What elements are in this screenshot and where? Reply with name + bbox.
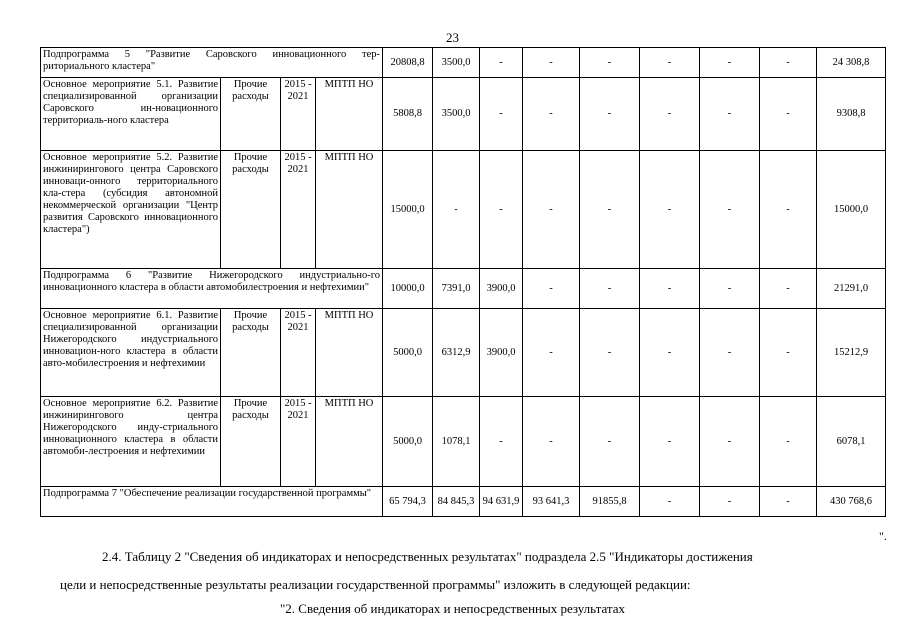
table-body [41, 48, 886, 517]
year-value-3: - [480, 78, 523, 151]
year-value-2: 6312,9 [433, 309, 480, 397]
page-number: 23 [446, 30, 459, 45]
subprogram-row [41, 487, 886, 517]
year-value-1: 15000,0 [383, 151, 433, 269]
year-value-3: 94 631,9 [480, 487, 523, 517]
row-name: Подпрограмма 6 "Развитие Нижегородского индустриально-го инновационного кластера в области автомобилестроения и нефтехимии" [41, 269, 383, 309]
year-value-7: - [700, 309, 760, 397]
expense-type: Прочие расходы [221, 151, 281, 269]
expense-type: Прочие расходы [221, 397, 281, 487]
row-name: Основное мероприятие 5.2. Развитие инжинирингового центра Саровского инноваци-онного территориального кла-стера (субсидия автономной некоммерческой организации "Центр развития Саровского инновационного кластера") [41, 151, 221, 269]
year-value-4: - [523, 48, 580, 78]
row-total: 9308,8 [817, 78, 886, 151]
year-value-8: - [760, 48, 817, 78]
year-value-5: - [580, 151, 640, 269]
period: 2015 - 2021 [281, 78, 316, 151]
period: 2015 - 2021 [281, 309, 316, 397]
subprogram-row [41, 48, 886, 78]
row-total: 24 308,8 [817, 48, 886, 78]
year-value-6: - [640, 269, 700, 309]
year-value-1: 20808,8 [383, 48, 433, 78]
expense-type: Прочие расходы [221, 309, 281, 397]
year-value-3: - [480, 397, 523, 487]
year-value-5: - [580, 48, 640, 78]
year-value-4: - [523, 151, 580, 269]
period: 2015 - 2021 [281, 397, 316, 487]
year-value-8: - [760, 397, 817, 487]
year-value-4: - [523, 78, 580, 151]
year-value-7: - [700, 487, 760, 517]
year-value-8: - [760, 487, 817, 517]
executor: МПТП НО [316, 151, 383, 269]
year-value-5: - [580, 269, 640, 309]
year-value-4: - [523, 269, 580, 309]
paragraph-1: 2.4. Таблицу 2 "Сведения об индикаторах и непосредственных результатах" подраздела 2.5 "Индикаторы достижения [102, 549, 753, 564]
year-value-2: 7391,0 [433, 269, 480, 309]
year-value-8: - [760, 151, 817, 269]
year-value-5: 91855,8 [580, 487, 640, 517]
year-value-7: - [700, 397, 760, 487]
executor: МПТП НО [316, 397, 383, 487]
year-value-6: - [640, 487, 700, 517]
executor: МПТП НО [316, 78, 383, 151]
paragraph-2: цели и непосредственные результаты реализации государственной программы" изложить в следующей редакции: [60, 577, 691, 592]
year-value-2: - [433, 151, 480, 269]
activity-row [41, 151, 886, 269]
year-value-1: 5000,0 [383, 397, 433, 487]
year-value-5: - [580, 78, 640, 151]
year-value-7: - [700, 78, 760, 151]
year-value-2: 3500,0 [433, 48, 480, 78]
year-value-5: - [580, 309, 640, 397]
row-name: Основное мероприятие 6.1. Развитие специализированной организации Нижегородского индустриального инновацион-ного кластера в области авто-мобилестроения и нефтехимии [41, 309, 221, 397]
row-total: 15000,0 [817, 151, 886, 269]
year-value-2: 84 845,3 [433, 487, 480, 517]
row-total: 21291,0 [817, 269, 886, 309]
year-value-8: - [760, 78, 817, 151]
year-value-8: - [760, 269, 817, 309]
year-value-7: - [700, 151, 760, 269]
year-value-1: 65 794,3 [383, 487, 433, 517]
year-value-2: 1078,1 [433, 397, 480, 487]
closing-quote-mark: ". [879, 529, 887, 543]
year-value-2: 3500,0 [433, 78, 480, 151]
year-value-3: - [480, 151, 523, 269]
row-total: 430 768,6 [817, 487, 886, 517]
year-value-4: - [523, 309, 580, 397]
year-value-7: - [700, 269, 760, 309]
year-value-1: 5808,8 [383, 78, 433, 151]
year-value-4: - [523, 397, 580, 487]
year-value-1: 10000,0 [383, 269, 433, 309]
year-value-3: - [480, 48, 523, 78]
row-name: Основное мероприятие 5.1. Развитие специализированной организации Саровского ин-новационного территориаль-ного кластера [41, 78, 221, 151]
activity-row [41, 78, 886, 151]
year-value-1: 5000,0 [383, 309, 433, 397]
year-value-3: 3900,0 [480, 309, 523, 397]
year-value-6: - [640, 151, 700, 269]
year-value-7: - [700, 48, 760, 78]
row-total: 6078,1 [817, 397, 886, 487]
year-value-6: - [640, 48, 700, 78]
executor: МПТП НО [316, 309, 383, 397]
year-value-6: - [640, 397, 700, 487]
row-total: 15212,9 [817, 309, 886, 397]
section-heading: "2. Сведения об индикаторах и непосредственных результатах [279, 601, 625, 616]
year-value-8: - [760, 309, 817, 397]
activity-row [41, 309, 886, 397]
year-value-6: - [640, 78, 700, 151]
row-name: Основное мероприятие 6.2. Развитие инжинирингового центра Нижегородского инду-стриального инновационного кластера в области автомоби-лестроения и нефтехимии [41, 397, 221, 487]
activity-row [41, 397, 886, 487]
expense-type: Прочие расходы [221, 78, 281, 151]
row-name: Подпрограмма 5 "Развитие Саровского инновационного тер-риториального кластера" [41, 48, 383, 78]
budget-table [40, 47, 886, 517]
year-value-4: 93 641,3 [523, 487, 580, 517]
year-value-3: 3900,0 [480, 269, 523, 309]
period: 2015 - 2021 [281, 151, 316, 269]
year-value-6: - [640, 309, 700, 397]
row-name: Подпрограмма 7 "Обеспечение реализации государственной программы" [41, 487, 383, 517]
year-value-5: - [580, 397, 640, 487]
subprogram-row [41, 269, 886, 309]
